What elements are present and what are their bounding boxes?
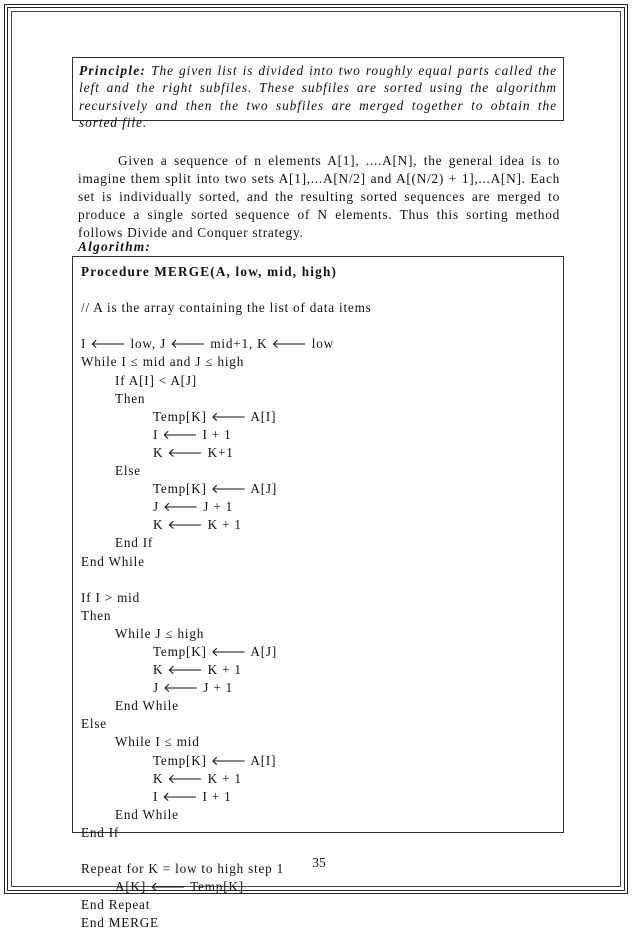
principle-box — [72, 57, 564, 131]
code-line — [81, 317, 555, 335]
principle-label: Principle: — [79, 63, 147, 78]
code-line: While I ≤ mid and J ≤ high — [81, 354, 245, 370]
description-paragraph — [78, 152, 560, 242]
code-line: Repeat for K = low to high step 1 — [81, 861, 285, 877]
code-line: Procedure MERGE(A, low, mid, high) — [81, 264, 338, 279]
principle-text: The given list is divided into two roughly equal parts called the left and the right subfiles. These subfiles are sorted using the algorithm recursively and then the two subfiles are merged together to obtain the sorted file. — [79, 63, 557, 131]
code-line: Then — [81, 607, 112, 623]
code-line: End While — [81, 553, 145, 569]
code-line: End Repeat — [81, 897, 151, 913]
code-line: // A is the array containing the list of data items — [81, 300, 372, 316]
code-line: K 🡐 K+1 — [153, 444, 234, 460]
code-line: End MERGE — [81, 915, 159, 931]
code-line: J 🡐 J + 1 — [153, 499, 234, 515]
code-line: If A[I] < A[J] — [115, 372, 197, 388]
code-line: J 🡐 J + 1 — [153, 680, 234, 696]
code-line: Temp[K] 🡐 A[I] — [153, 752, 277, 768]
code-line: Else — [81, 716, 107, 732]
code-line: End While — [115, 806, 179, 822]
code-line: Then — [115, 390, 146, 406]
code-line: End If — [81, 824, 120, 840]
code-line: Else — [115, 463, 141, 479]
page-number: 35 — [312, 855, 326, 870]
code-line — [81, 281, 555, 299]
code-line: While I ≤ mid — [115, 734, 200, 750]
code-line: K 🡐 K + 1 — [153, 517, 242, 533]
code-line: If I > mid — [81, 589, 141, 605]
code-line: Temp[K] 🡐 A[J] — [153, 481, 278, 497]
code-line: K 🡐 K + 1 — [153, 662, 242, 678]
code-line: K 🡐 K + 1 — [153, 770, 242, 786]
code-line: I 🡐 I + 1 — [153, 426, 232, 442]
code-line: End While — [115, 698, 179, 714]
code-line: While J ≤ high — [115, 625, 205, 641]
paragraph-text: Given a sequence of n elements A[1], ....A[N], the general idea is to imagine them split into two sets A[1],...A[N/2] and A[(N/2) + 1],...A[N]. Each set is individually sorted, and the resulting sorted sequences are merged to produce a single sorted sequence of N elements. Thus this sorting method follows Divide and Conquer strategy. — [78, 153, 560, 240]
code-line: I 🡐 low, J 🡐 mid+1, K 🡐 low — [81, 336, 334, 352]
code-line: Temp[K] 🡐 A[J] — [153, 643, 278, 659]
code-line: End If — [115, 535, 154, 551]
code-line: Temp[K] 🡐 A[I] — [153, 408, 277, 424]
algorithm-heading: Algorithm: — [78, 239, 152, 254]
code-line — [81, 571, 555, 589]
code-line: A[K] 🡐 Temp[K] — [115, 879, 244, 895]
code-line: I 🡐 I + 1 — [153, 788, 232, 804]
